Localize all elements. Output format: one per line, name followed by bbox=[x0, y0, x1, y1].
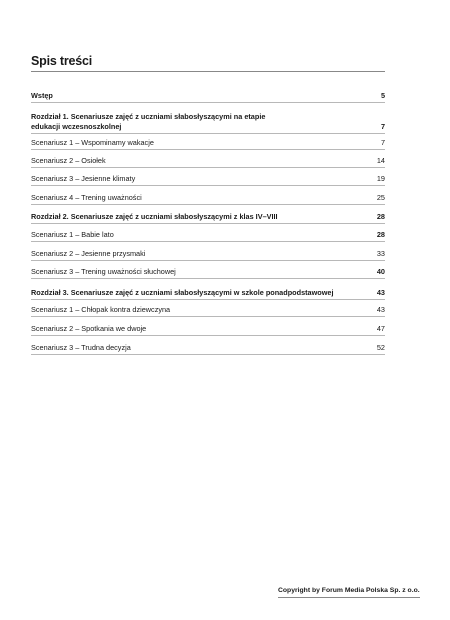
copyright-footer: Copyright by Forum Media Polska Sp. z o.o. bbox=[278, 587, 420, 594]
toc-entry-title: Scenariusz 2 – Spotkania we dwoje bbox=[31, 324, 147, 333]
toc-entry-page: 43 bbox=[376, 305, 385, 314]
toc-entry-page: 28 bbox=[376, 230, 385, 239]
entry-divider bbox=[31, 299, 385, 300]
toc-entry-title: Wstęp bbox=[31, 91, 53, 100]
entry-divider bbox=[31, 102, 385, 103]
toc-entry-page: 19 bbox=[376, 174, 385, 183]
entry-divider bbox=[31, 149, 385, 150]
toc-entry-title: Scenariusz 2 – Osiołek bbox=[31, 156, 106, 165]
entry-divider bbox=[31, 335, 385, 336]
toc-entry-title: Scenariusz 1 – Chłopak kontra dziewczyna bbox=[31, 305, 171, 314]
toc-entry-page: 7 bbox=[380, 122, 385, 131]
footer-divider bbox=[278, 597, 420, 598]
toc-entry-title: Rozdział 1. Scenariusze zajęć z uczniami słabosłyszącymi na etapie edukacji wczesnoszkolnej bbox=[31, 112, 266, 131]
toc-entry-page: 25 bbox=[376, 193, 385, 202]
entry-divider bbox=[31, 133, 385, 134]
toc-entry-page: 5 bbox=[380, 91, 385, 100]
toc-entry-page: 7 bbox=[380, 138, 385, 147]
toc-entry-page: 28 bbox=[376, 212, 385, 221]
entry-divider bbox=[31, 354, 385, 355]
toc-entry-title: Scenariusz 1 – Babie lato bbox=[31, 230, 114, 239]
toc-entry-title: Rozdział 3. Scenariusze zajęć z uczniami słabosłyszącymi w szkole ponadpodstawowej bbox=[31, 288, 334, 297]
toc-entry-title: Scenariusz 1 – Wspominamy wakacje bbox=[31, 138, 154, 147]
entry-divider bbox=[31, 223, 385, 224]
toc-entry-title: Scenariusz 2 – Jesienne przysmaki bbox=[31, 249, 146, 258]
toc-entry-title: Scenariusz 4 – Trening uważności bbox=[31, 193, 142, 202]
entry-divider bbox=[31, 241, 385, 242]
toc-entry-page: 52 bbox=[376, 343, 385, 352]
entry-divider bbox=[31, 185, 385, 186]
entry-divider bbox=[31, 204, 385, 205]
toc-entry-title: Scenariusz 3 – Jesienne klimaty bbox=[31, 174, 136, 183]
toc-entry-page: 47 bbox=[376, 324, 385, 333]
entry-divider bbox=[31, 260, 385, 261]
toc-entry-title: Scenariusz 3 – Trening uważności słuchowej bbox=[31, 267, 176, 276]
title-divider bbox=[31, 71, 385, 72]
toc-entry-title: Rozdział 2. Scenariusze zajęć z uczniami słabosłyszącymi z klas IV–VIII bbox=[31, 212, 278, 221]
toc-entry-page: 43 bbox=[376, 288, 385, 297]
toc-entry-title: Scenariusz 3 – Trudna decyzja bbox=[31, 343, 131, 352]
entry-divider bbox=[31, 278, 385, 279]
entry-divider bbox=[31, 167, 385, 168]
toc-entry-page: 33 bbox=[376, 249, 385, 258]
toc-entry-page: 14 bbox=[376, 156, 385, 165]
page-title: Spis treści bbox=[31, 54, 93, 68]
toc-entry-page: 40 bbox=[376, 267, 385, 276]
entry-divider bbox=[31, 316, 385, 317]
